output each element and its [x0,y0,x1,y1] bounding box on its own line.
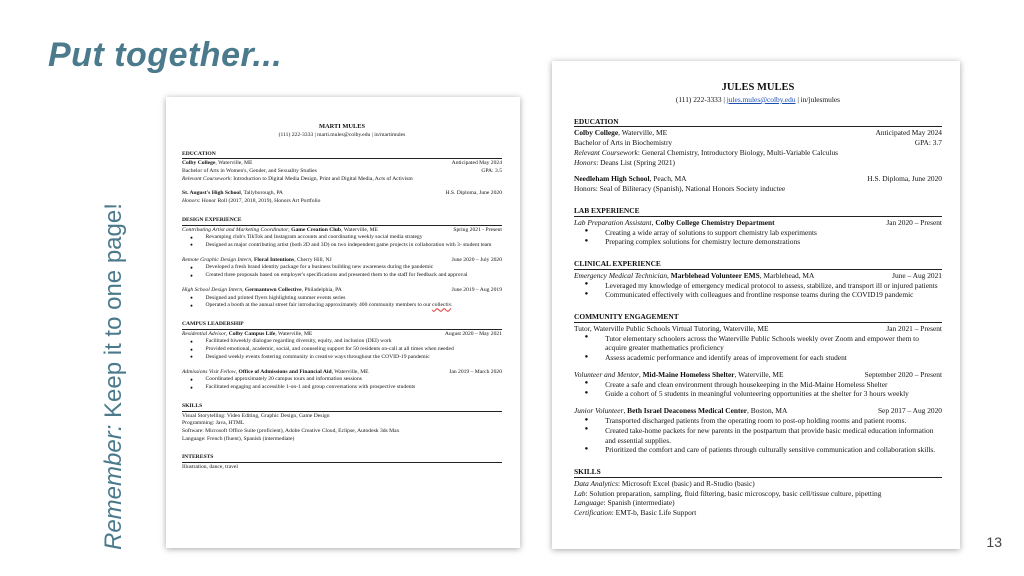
bullet-item: ● Tutor elementary schoolers across the Waterville Public Schools weekly over Zoom and empower them to acquire greater mathematics proficiency [574,334,942,354]
experience-entry: Residential Advisor, Colby Campus Life, Waterville, ME August 2020 – May 2021 [182,330,502,337]
bullet-item: ● Assess academic performance and identify areas of improvement for each student [574,353,942,363]
experience-entry: High School Design Intern, Germantown Collective, Philadelphia, PA June 2019 – Aug 2019 [182,286,502,293]
side-note [96,185,132,550]
school-name: Colby College [182,160,216,167]
honors-line: Honors: Seal of Biliteracy (Spanish), National Honors Society inductee [574,184,786,194]
experience-entry: Lab Preparation Assistant, Colby College Chemistry Department Jan 2020 – Present [574,217,942,227]
honors-line [574,158,942,168]
bullet-item: ● Prioritized the comfort and care of patients through culturally sensitive communication and collaboration skills. [574,445,942,455]
degree-line [574,138,942,148]
side-note-text: Keep it to one page! [100,203,127,425]
bullet-item: ● Facilitated engaging and accessible 1-on-1 and group conversations with prospective students [182,384,502,392]
skill-label: Certification [574,508,612,518]
location: , Waterville, ME [275,330,313,337]
coursework-label: Relevant Coursework [182,175,231,182]
organization: Floral Intentions [253,256,295,263]
organization: Mid-Maine Homeless Shelter [642,369,735,379]
bullet-list [182,376,502,391]
skill-line: Programming: Java, HTML [182,420,245,427]
organization: Marblehead Volunteer EMS [670,270,760,280]
entry-date: June 2020 – July 2020 [451,256,502,263]
education-entry [182,190,502,198]
section-heading-education: EDUCATION [574,117,942,128]
bullet-text: Operated a booth at the annual street fair introducing approximately 400 community members to our [205,302,433,309]
gpa: GPA: 3.5 [481,167,502,174]
bullet-item: ● Provided emotional, academic, social, and counseling support for 50 residents on-call at all times when needed [182,346,502,354]
experience-entry: Remote Graphic Design Intern, Floral Intentions, Cherry Hill, NJ June 2020 – July 2020 [182,256,502,263]
bullet-item: ● Developed a fresh brand identity package for a business building new awareness during the pandemic [182,264,502,272]
skill-line [574,479,942,489]
degree: Bachelor of Arts in Women's, Gender, and Sexuality Studies [182,167,317,174]
bullet-item: ● Facilitated biweekly dialogue regarding diversity, equity, and inclusion (DEI) work [182,338,502,346]
bullet-item [182,302,502,310]
bullet-item: ● Created take-home packets for new parents in the postpartum that provide basic medical education information and essential supplies. [574,426,942,446]
bullet-list [182,338,502,361]
bullet-item: ● Designed and printed flyers highlighting summer events series [182,295,502,303]
experience-entry [574,324,942,334]
coursework-line [182,176,502,184]
skill-label: Lab [574,488,586,498]
coursework-text: : Introduction to Digital Media Design, Print and Digital Media, Acts of Activism [230,175,413,182]
page-number: 13 [986,534,1002,550]
email-link[interactable]: jules.mules@colby.edu [726,94,796,104]
resume-jules-mules [552,61,960,549]
bullet-item: ● Create a safe and clean environment through housekeeping in the Mid-Maine Homeless Shelter [574,380,942,390]
role: Remote Graphic Design Intern [182,256,252,263]
entry-date: Jan 2020 – Present [886,217,942,227]
degree: Bachelor of Arts in Biochemistry [574,138,673,148]
bullet-list [574,228,942,248]
bullet-list [574,416,942,455]
school-location: , Waterville, ME [618,128,668,138]
entry-date: Jan 2021 – Present [886,323,942,333]
school-location: , Tallyborough, PA [240,190,283,197]
bullet-item: ● Communicated effectively with colleagues and frontline response teams during the COVID19 pandemic [574,290,942,300]
interests-line: Illustration, dance, travel [182,464,238,471]
skill-text: : Solution preparation, sampling, fluid filtering, basic microscopy, basic cell/tissue culture, pipetting [585,488,882,498]
section-heading-skills: SKILLS [182,403,502,412]
school-name: St. August's High School [182,190,241,197]
entry-date: Anticipated May 2024 [875,128,942,138]
bullet-item: ● Transported discharged patients from the operating room to post-op holding rooms and patient rooms. [574,416,942,426]
bullet-list [574,380,942,400]
role: Contributing Artist and Marketing Coordinator [182,226,289,233]
section-heading-clinical-experience: CLINICAL EXPERIENCE [574,259,942,270]
location: , Philadelphia, PA [301,286,342,293]
skill-line: Software: Microsoft Office Suite (proficient), Adobe Creative Cloud, Eclipse, Autodesk 3ds Max [182,427,400,434]
skill-text: : Spanish (intermediate) [603,498,675,508]
resume-contact: (111) 222-3333 | marti.mules@colby.edu | in/martimules [278,131,406,138]
skill-label: Data Analytics [574,478,618,488]
school-name: Needleham High School [574,174,650,184]
honors-text: : Honor Roll (2017, 2018, 2019), Honors Art Portfolio [198,198,321,205]
bullet-item: ● Creating a wide array of solutions to support chemistry lab experiments [574,228,942,238]
role: Junior Volunteer [574,406,624,416]
role: Emergency Medical Technician [574,270,668,280]
entry-date: Anticipated May 2024 [451,160,502,167]
entry-date: Spring 2021 - Present [453,226,502,233]
school-location: , Peach, MA [649,174,687,184]
bullet-list [574,334,942,363]
bullet-list [182,234,502,249]
bullet-item: ● Preparing complex solutions for chemistry lecture demonstrations [574,237,942,247]
skill-line: Visual Storytelling: Video Editing, Graphic Design, Game Design [182,412,330,419]
bullet-item: ● Guide a cohort of 5 students in meaningful volunteering opportunities at the shelter for 3 hours weekly [574,389,942,399]
experience-entry: Emergency Medical Technician, Marblehead Volunteer EMS, Marblehead, MA June – Aug 2021 [574,270,942,280]
section-heading-skills: SKILLS [574,467,942,478]
entry-date: Sep 2017 – Aug 2020 [877,406,942,416]
location: , Marblehead, MA [759,270,815,280]
misspelled-word: collectiv [432,302,452,309]
resume-name: JULES MULES [721,82,795,93]
role: Lab Preparation Assistant [574,217,652,227]
experience-entry: Junior Volunteer, Beth Israel Deaconess Medical Center, Boston, MA Sep 2017 – Aug 2020 [574,406,942,416]
section-heading-interests: INTERESTS [182,454,502,463]
location: , Cherry Hill, NJ [294,256,332,263]
honors-label: Honors [574,157,597,167]
bullet-text-end: . [451,302,453,309]
bullet-item: ● Leveraged my knowledge of emergency medical protocol to assess, stabilize, and transport ill or injured patients [574,281,942,291]
bullet-item: ● Revamping club's TikTok and Instagram accounts and coordinating weekly social media strategy [182,234,502,242]
section-heading-design-experience: DESIGN EXPERIENCE [182,217,502,226]
slide-title: Put together... [48,36,283,74]
skill-line [574,498,942,508]
skill-line [574,489,942,499]
section-heading-education: EDUCATION [182,151,502,160]
section-heading-campus-leadership: CAMPUS LEADERSHIP [182,321,502,330]
location: , Waterville, ME [734,369,784,379]
resume-contact [574,95,942,105]
coursework-text: : General Chemistry, Introductory Biology, Multi-Variable Calculus [637,147,839,157]
entry-date: August 2020 – May 2021 [444,330,502,337]
skill-label: Language [574,498,604,508]
role: Admissions Visit Fellow [182,368,236,375]
entry-date: H.S. Diploma, June 2020 [445,190,502,197]
skill-line [574,508,942,518]
contact-phone: (111) 222-3333 | [675,94,727,104]
side-note-prefix: Remember: [100,424,127,550]
bullet-item: ● Designed as major contributing artist (both 2D and 3D) on two independent game projects in collaboration with 3- student team [182,242,502,250]
bullet-item: ● Coordinated approximately 20 campus tours and information sessions [182,376,502,384]
organization: Colby College Chemistry Department [655,217,775,227]
organization: Beth Israel Deaconess Medical Center [627,406,748,416]
entry-date: June 2019 – Aug 2019 [451,286,502,293]
school-location: , Waterville, ME [215,160,253,167]
contact-linkedin: | in/julesmules [795,94,841,104]
location: , Boston, MA [747,406,788,416]
organization: Colby Campus Life [228,330,276,337]
education-entry [574,174,942,184]
role: Volunteer and Mentor [574,369,639,379]
education-entry [574,128,942,138]
degree-line [182,168,502,176]
education-entry [182,160,502,168]
experience-entry: Volunteer and Mentor, Mid-Maine Homeless Shelter, Waterville, ME September 2020 – Present [574,369,942,379]
gpa: GPA: 3.7 [914,138,942,148]
bullet-item: ● Created three proposals based on employer's specifications and presented them to the staff for feedback and approval [182,272,502,280]
entry-date: Jan 2019 – March 2020 [449,368,502,375]
section-heading-lab-experience: LAB EXPERIENCE [574,206,942,217]
resume-marti-mules [166,97,520,548]
role: High School Design Intern [182,286,243,293]
bullet-list [182,295,502,310]
organization: Office of Admissions and Financial Aid [238,368,332,375]
location: , Waterville, ME [331,368,369,375]
resume-name: MARTI MULES [318,123,366,130]
coursework-line [574,148,942,158]
section-heading-community-engagement: COMMUNITY ENGAGEMENT [574,312,942,323]
bullet-list [574,281,942,301]
honors-label: Honors [182,198,199,205]
location: , Waterville, ME [341,226,379,233]
organization: Germantown Collective [244,286,302,293]
organization: Game Creation Club [291,226,342,233]
coursework-label: Relevant Coursework [574,147,638,157]
honors-line [182,198,502,206]
skill-line: Language: French (fluent), Spanish (intermediate) [182,435,295,442]
skill-text: : EMT-b, Basic Life Support [611,508,697,518]
entry-date: September 2020 – Present [864,369,942,379]
honors-text: : Deans List (Spring 2021) [596,157,676,167]
entry-date: June – Aug 2021 [892,270,942,280]
experience-entry: Contributing Artist and Marketing Coordinator, Game Creation Club, Waterville, ME Spring 2021 - Present [182,226,502,233]
side-note-container [96,185,132,550]
bullet-item: ● Designed weekly events fostering community in creative ways throughout the COVID-19 pandemic [182,354,502,362]
experience-entry: Admissions Visit Fellow, Office of Admissions and Financial Aid, Waterville, ME Jan 2019 – March 2020 [182,368,502,375]
skill-text: : Microsoft Excel (basic) and R-Studio (basic) [618,478,755,488]
entry-date: H.S. Diploma, June 2020 [867,174,942,184]
tutor-line: Tutor, Waterville Public Schools Virtual Tutoring, Waterville, ME [574,323,769,333]
bullet-list [182,264,502,279]
role: Residential Advisor [182,330,226,337]
school-name: Colby College [574,128,619,138]
